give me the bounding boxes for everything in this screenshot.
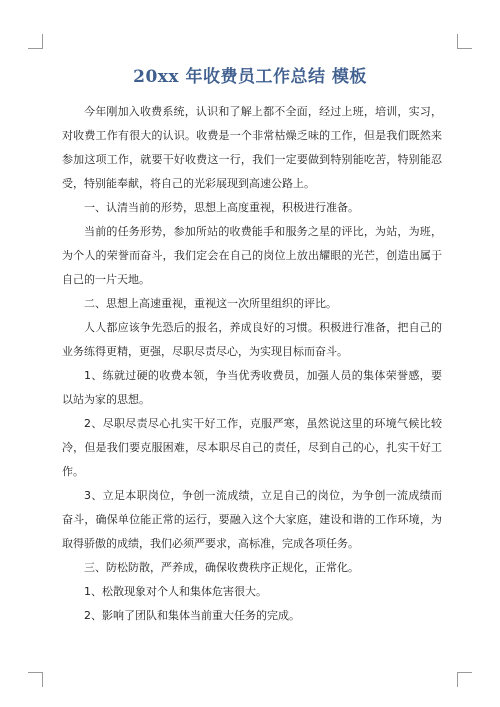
heading-section-1: 一、认清当前的形势，思想上高度重视，积极进行准备。 bbox=[84, 201, 359, 214]
heading-section-3: 三、防松防散，严养成，确保收费秩序正规化，正常化。 bbox=[84, 561, 359, 574]
corner-mark-bottom-left bbox=[28, 672, 43, 687]
list-item-3-2: 2、影响了团队和集体当前重大任务的完成。 bbox=[84, 609, 300, 622]
list-item-2-2: 2、尽职尽责尽心扎实干好工作，克服严寒，虽然说这里的环境气候比较冷，但是我们要克服困难，尽本职尽自己的责任，尽到自己的心，扎实干好工作。 bbox=[62, 417, 442, 478]
list-item-2-1: 1、练就过硬的收费本领，争当优秀收费员，加强人员的集体荣誉感，要以站为家的思想。 bbox=[62, 369, 442, 406]
heading-section-2: 二、思想上高速重视，重视这一次所里组织的评比。 bbox=[84, 297, 337, 310]
list-item-2-3: 3、立足本职岗位，争创一流成绩，立足自己的岗位，为争创一流成绩而奋斗，确保单位能正常的运行，要融入这个大家庭，建设和谐的工作环境，为取得骄傲的成绩，我们必须严要求，高标准，完成各项任务。 bbox=[62, 489, 442, 550]
corner-mark-bottom-right bbox=[457, 672, 472, 687]
paragraph-intro: 今年刚加入收费系统，认识和了解上都不全面，经过上班，培训，实习，对收费工作有很大的认识。收费是一个非常枯燥乏味的工作，但是我们既然来参加这项工作，就要干好收费这一行，我们一定要做到特别能吃苦，特别能忍受，特别能奉献，将自己的光彩展现到高速公路上。 bbox=[62, 105, 442, 190]
list-item-3-1: 1、松散现象对个人和集体危害很大。 bbox=[84, 585, 267, 598]
document-body bbox=[62, 100, 442, 628]
paragraph-section-2: 人人都应该争先恐后的报名，养成良好的习惯。积极进行准备，把自己的业务练得更精，更强，尽职尽责尽心，为实现目标而奋斗。 bbox=[62, 321, 442, 358]
document-title: 20xx 年收费员工作总结 模板 bbox=[133, 67, 367, 87]
paragraph-section-1: 当前的任务形势，参加所站的收费能手和服务之星的评比，为站，为班，为个人的荣誉而奋斗，我们定会在自己的岗位上放出耀眼的光芒，创造出属于自己的一片天地。 bbox=[62, 225, 442, 286]
corner-mark-top-left bbox=[28, 34, 43, 49]
corner-mark-top-right bbox=[457, 34, 472, 49]
